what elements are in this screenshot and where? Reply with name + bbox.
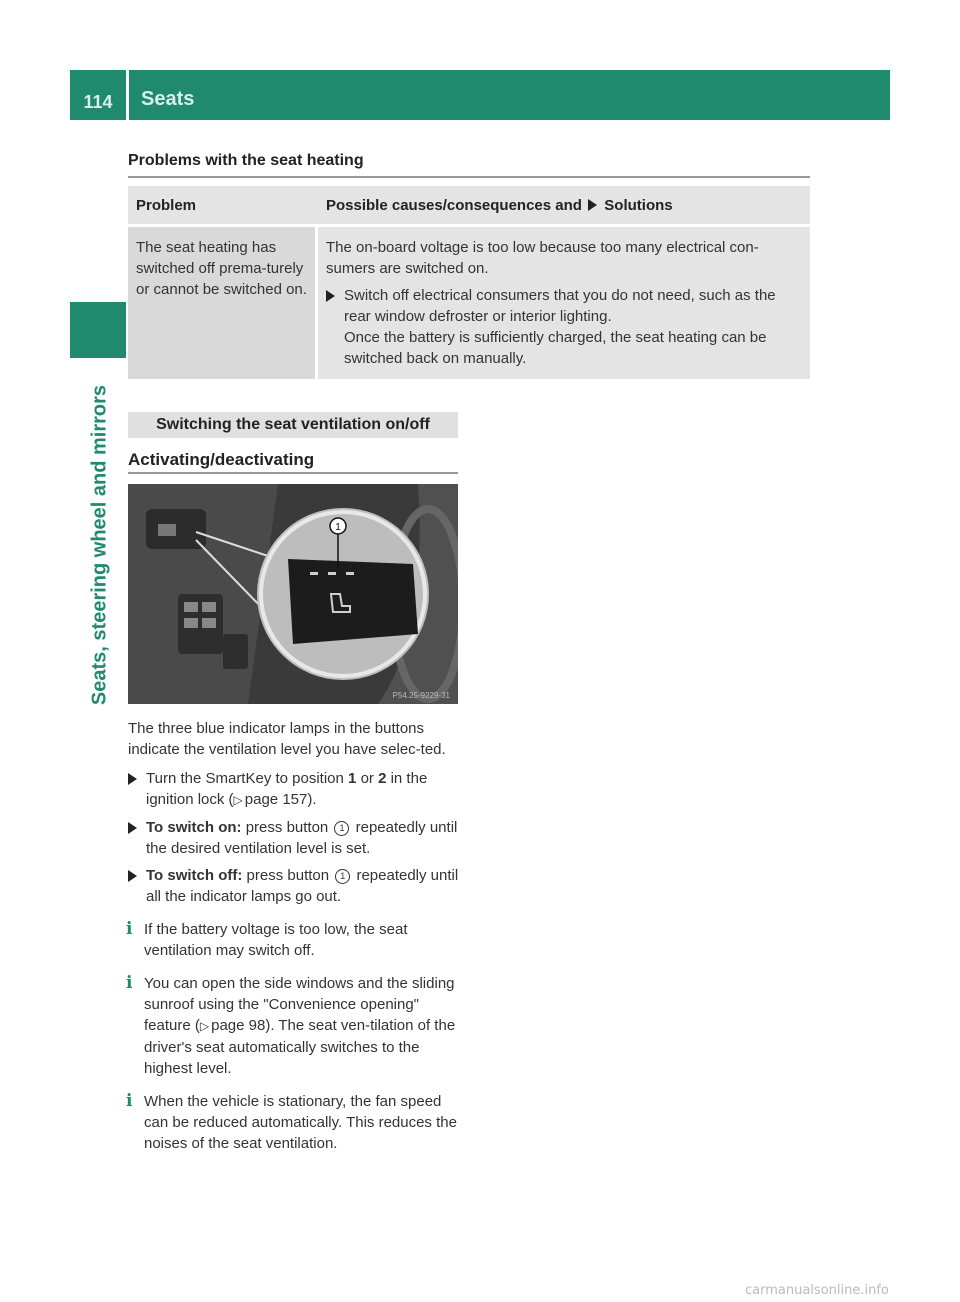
instruction-step-switch-on: [128, 817, 464, 859]
cause-text: The on-board voltage is too low because too many electrical con-sumers are switched on.: [326, 239, 759, 277]
column-header-problem: Problem: [128, 186, 318, 227]
action-arrow-icon: [588, 199, 597, 211]
instruction-step-ignition: [128, 768, 464, 811]
chapter-tab: [70, 302, 126, 358]
step-text: press button: [246, 867, 330, 884]
step-text: repeatedly until all the indicator lamps go out.: [146, 867, 459, 905]
chapter-label: Seats, steering wheel and mirrors: [88, 384, 111, 706]
action-arrow-icon: [326, 290, 335, 302]
info-note-convenience: [128, 973, 464, 1079]
column-header-solutions-suffix: Solutions: [604, 196, 673, 214]
instruction-step-switch-off: [128, 865, 464, 907]
position-2: 2: [378, 770, 387, 787]
problems-table: [128, 186, 810, 379]
step-text: Turn the SmartKey to position: [146, 770, 344, 787]
section-rule: [128, 176, 810, 178]
step-label-off: To switch off:: [146, 867, 243, 884]
info-icon: i: [126, 1091, 133, 1111]
page-ref-link[interactable]: page 157).: [244, 791, 317, 808]
figure-callout-label: 1: [335, 522, 341, 533]
info-icon: i: [126, 919, 133, 939]
solution-step-text: Switch off electrical consumers that you do not need, such as the rear window defroster or interior lighting.: [344, 287, 776, 325]
ventilation-body: [128, 718, 464, 1154]
door-panel-figure: [128, 484, 458, 704]
header-divider: [126, 70, 129, 120]
column-header-solutions: [318, 186, 810, 227]
page-title: Seats: [141, 88, 195, 110]
solution-step-note: Once the battery is sufficiently charged, the seat heating can be switched back on manually.: [344, 329, 767, 367]
info-text: When the vehicle is stationary, the fan speed can be reduced automatically. This reduces the noises of the seat ventilation.: [144, 1093, 457, 1152]
button-ref-icon: 1: [335, 869, 350, 884]
action-arrow-icon: [128, 870, 137, 882]
subheading-rule: [128, 472, 458, 474]
solution-cell: [318, 227, 810, 379]
page-ref-icon: ▷: [233, 793, 243, 807]
section-title-seat-heating: Problems with the seat heating: [128, 152, 364, 169]
page-ref-link[interactable]: page 98). The seat ven-tilation of the driver's seat automatically switches to the highest level.: [144, 1017, 456, 1077]
info-text: You can open the side windows and the sliding sunroof using the "Convenience opening" feature (: [144, 975, 455, 1034]
position-1: 1: [348, 770, 357, 787]
column-header-solutions-text: Possible causes/consequences and: [326, 196, 582, 214]
step-text: press button: [245, 819, 329, 836]
door-panel-illustration: [128, 484, 458, 704]
figure-code: P54.25-9229-31: [392, 691, 450, 700]
solution-step: [326, 285, 802, 369]
action-arrow-icon: [128, 773, 137, 785]
section-heading-ventilation: Switching the seat ventilation on/off: [128, 412, 458, 438]
problem-cell: The seat heating has switched off prema-turely or cannot be switched on.: [128, 227, 318, 379]
info-text: If the battery voltage is too low, the seat ventilation may switch off.: [144, 921, 408, 959]
watermark: carmanualsonline.info: [745, 1283, 889, 1298]
info-icon: i: [126, 973, 133, 993]
action-arrow-icon: [128, 822, 137, 834]
step-label-on: To switch on:: [146, 819, 242, 836]
page-number: 114: [83, 91, 113, 112]
table-header-row: [128, 186, 810, 227]
step-text: repeatedly until the desired ventilation level is set.: [146, 819, 458, 857]
table-row: [128, 227, 810, 379]
intro-text: The three blue indicator lamps in the buttons indicate the ventilation level you have selec-ted.: [128, 720, 446, 758]
subheading-activating: Activating/deactivating: [128, 450, 315, 469]
step-text-or: or: [360, 770, 374, 787]
button-ref-icon: 1: [334, 821, 349, 836]
step-text-lock: in the ignition lock (: [146, 770, 428, 808]
info-note-fan: [128, 1091, 464, 1154]
info-note-battery: [128, 919, 464, 961]
page-ref-icon: ▷: [199, 1019, 210, 1033]
